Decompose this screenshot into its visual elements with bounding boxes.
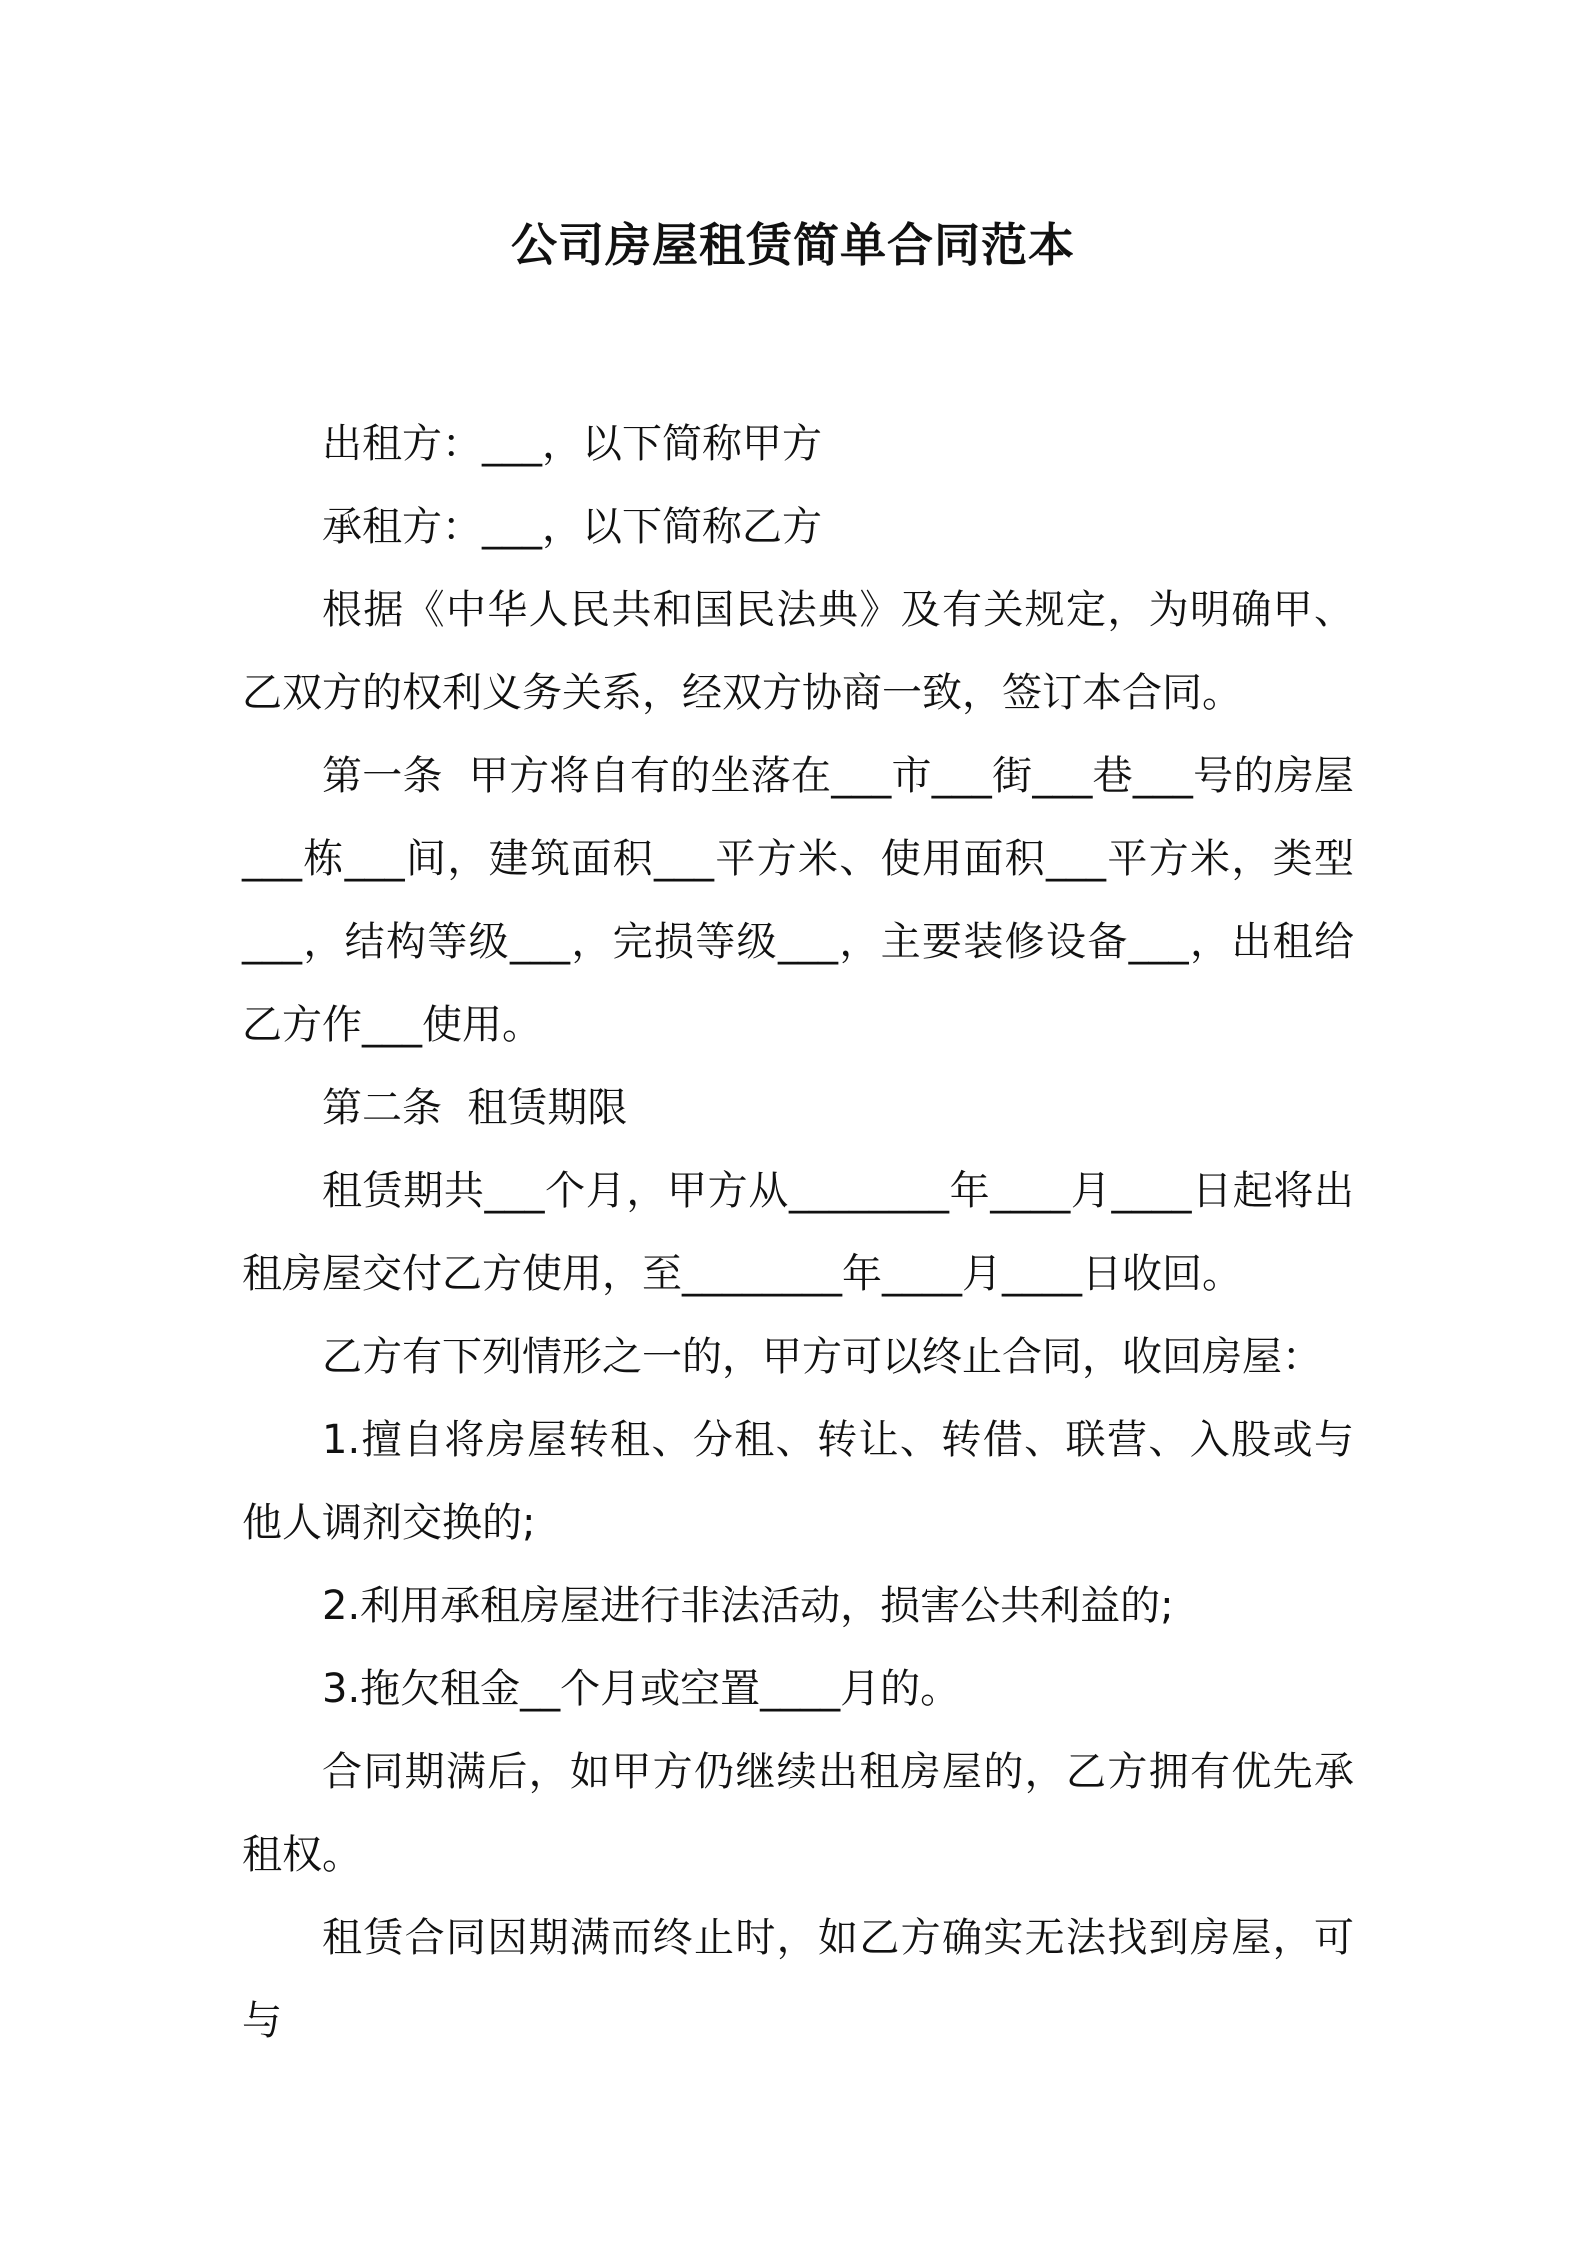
- termination-intro-paragraph: 乙方有下列情形之一的，甲方可以终止合同，收回房屋：: [322, 1334, 1322, 1380]
- termination-item-3: 3.拖欠租金__个月或空置____月的。: [322, 1666, 961, 1712]
- article-one-paragraph: 第一条 甲方将自有的坐落在___市___街___巷___号的房屋___栋___间，建筑面积___平方米、使用面积___平方米，类型___，结构等级___，完损等级___，主要装修设备___，出租给乙方作___使用。: [242, 753, 1354, 1048]
- article-two-heading: 第二条 租赁期限: [322, 1085, 628, 1131]
- lease-term-paragraph: 租赁期共___个月，甲方从________年____月____日起将出租房屋交付乙方使用，至________年____月____日收回。: [242, 1168, 1354, 1297]
- lessor-line: 出租方：___，以下简称甲方: [322, 421, 822, 467]
- document-body: [242, 403, 1354, 2063]
- priority-renewal-paragraph: 合同期满后，如甲方仍继续出租房屋的，乙方拥有优先承租权。: [242, 1749, 1354, 1878]
- lessee-line: 承租方：___，以下简称乙方: [322, 504, 822, 550]
- document-title: 公司房屋租赁简单合同范本: [511, 218, 1075, 272]
- preamble-paragraph: 根据《中华人民共和国民法典》及有关规定，为明确甲、乙双方的权利义务关系，经双方协商一致，签订本合同。: [242, 587, 1354, 716]
- termination-item-1: 1.擅自将房屋转租、分租、转让、转借、联营、入股或与他人调剂交换的;: [242, 1417, 1354, 1546]
- expiry-paragraph: 租赁合同因期满而终止时，如乙方确实无法找到房屋，可与: [242, 1915, 1354, 2044]
- termination-item-2: 2.利用承租房屋进行非法活动，损害公共利益的;: [322, 1583, 1174, 1629]
